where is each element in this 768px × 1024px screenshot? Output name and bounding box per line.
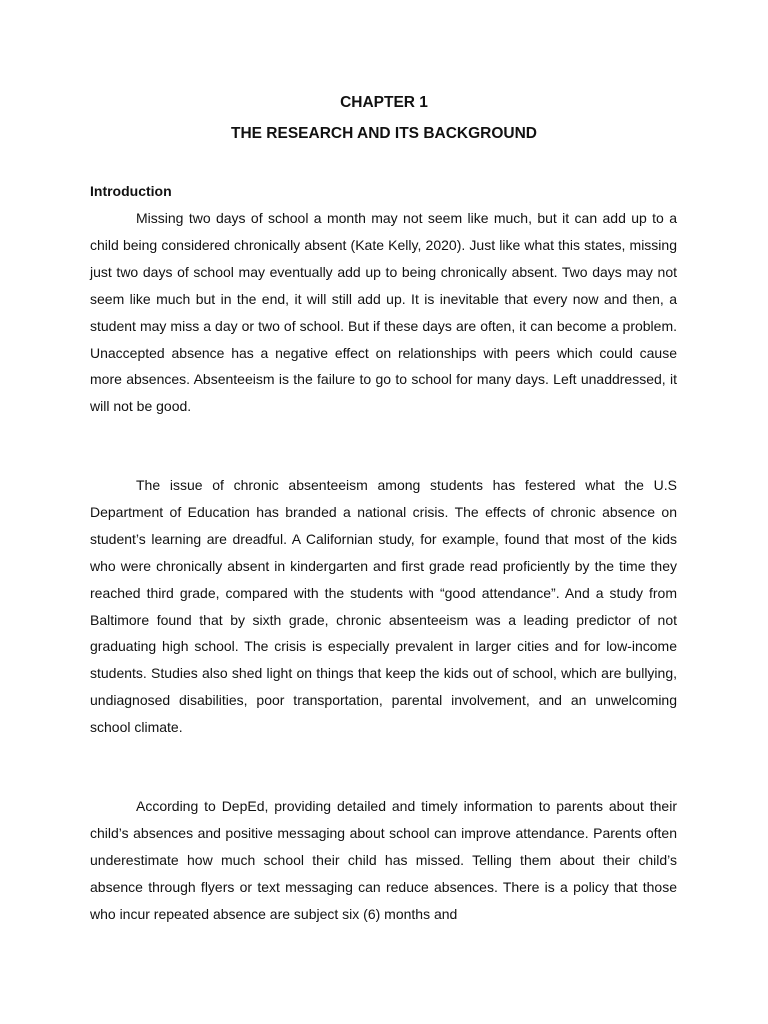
chapter-number: CHAPTER 1 xyxy=(340,94,428,111)
paragraph-1: Missing two days of school a month may not seem like much, but it can add up to a child being considered chronically absent (Kate Kelly, 2020). Just like what this states, missing just two days of school may eventually add up to being chronically absent. Two days may not seem like much but in the end, it will still add up. It is inevitable that every now and then, a student may miss a day or two of school. But if these days are often, it can become a problem. Unaccepted absence has a negative effect on relationships with peers which could cause more absences. Absenteeism is the failure to go to school for many days. Left unaddressed, it will not be good. xyxy=(90,210,677,415)
paragraph-3: According to DepEd, providing detailed and timely information to parents about their child’s absences and positive messaging about school can improve attendance. Parents often underestimate how much school their child has missed. Telling them about their child’s absence through flyers or text messaging can reduce absences. There is a policy that those who incur repeated absence are subject six (6) months and xyxy=(90,798,677,922)
paragraph-2: The issue of chronic absenteeism among students has festered what the U.S Department of Education has branded a national crisis. The effects of chronic absence on student’s learning are dreadful. A Californian study, for example, found that most of the kids who were chronically absent in kindergarten and first grade read proficiently by the time they reached third grade, compared with the students with “good attendance”. And a study from Baltimore found that by sixth grade, chronic absenteeism was a leading predictor of not graduating high school. The crisis is especially prevalent in larger cities and for low-income students. Studies also shed light on things that keep the kids out of school, which are bullying, undiagnosed disabilities, poor transportation, parental involvement, and an unwelcoming school climate. xyxy=(90,477,677,736)
section-heading-introduction: Introduction xyxy=(90,183,172,199)
chapter-title: THE RESEARCH AND ITS BACKGROUND xyxy=(231,125,537,142)
